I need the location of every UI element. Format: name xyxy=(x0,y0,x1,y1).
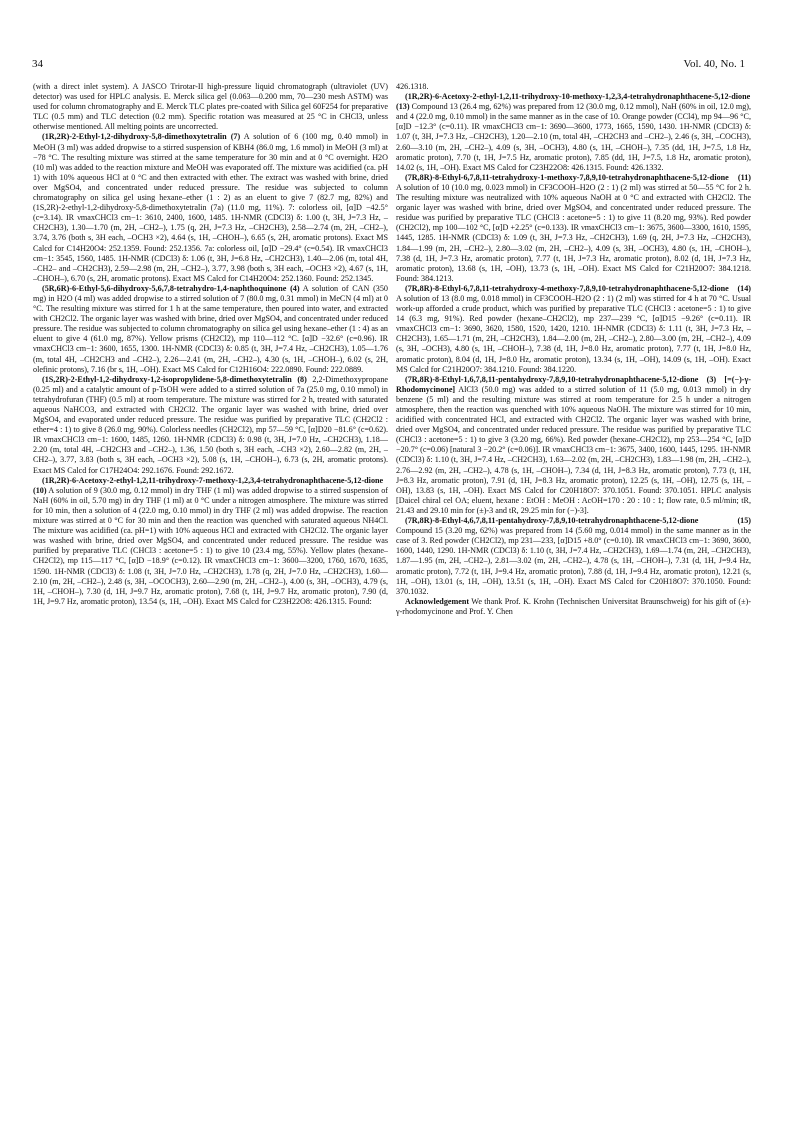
paragraph xyxy=(396,82,751,92)
compound-title: (1R,2R)-2-Ethyl-1,2-dihydroxy-5,8-dimethoxytetralin (7) xyxy=(42,132,241,142)
paragraph-text: A solution of 10 (10.0 mg, 0.023 mmol) in CF3COOH–H2O (2 : 1) (2 ml) was stirred at 50—55 °C for 2 h. The resulting mixture was neutralized with 10% aqueous NaOH at 0 °C and extracted with CH2Cl2. The organic layer was washed with brine, dried over MgSO4, and concentrated under reduced pressure. The residue was purified by preparative TLC (CHCl3 : acetone=5 : 1) to give 11 (8.20 mg, 93%). Red powder (CH2Cl2), mp 100—102 °C, [α]D +2.25° (c=0.133). IR νmaxCHCl3 cm−1: 3675, 3600—3300, 1610, 1595, 1445, 1285. 1H-NMR (CDCl3) δ: 1.09 (t, 3H, J=7.3 Hz, –CH2CH3), 1.69 (q, 2H, J=7.3 Hz, –CH2CH3), 1.84—1.99 (m, 2H, –CH2–), 2.80—3.02 (m, 2H, –CH2–), 4.09 (s, 3H, –OCH3), 4.80 (s, 1H, –CHOH–), 7.38 (d, 1H, J=7.3 Hz, aromatic proton), 7.77 (t, 1H, J=7.3 Hz, aromatic proton), 8.02 (d, 1H, J=7.3 Hz, aromatic proton), 13.68 (s, 1H, –OH), 13.73 (s, 1H, –OH). Exact MS Calcd for C21H20O7: 384.1218. Found: 384.1213. xyxy=(396,182,751,283)
compound-title: (1R,2R)-6-Acetoxy-2-ethyl-1,2,11-trihydroxy-10-methoxy-1,2,3,4-tetrahydronaphthacene-5,12-dione (13) xyxy=(396,92,751,112)
paragraph-text: A solution of 6 (100 mg, 0.40 mmol) in MeOH (3 ml) was added dropwise to a stirred suspension of KBH4 (86.0 mg, 1.6 mmol) in MeOH (3 ml) at −78 °C. The resulting mixture was stirred at the same temperature for 30 min and at 0 °C overnight. H2O (10 ml) was added to the reaction mixture and MeOH was evaporated off. The mixture was acidified (ca. pH 1) with 10% aqueous HCl at 0 °C and then extracted with ether. The extract was washed with brine, dried over MgSO4, and concentrated under reduced pressure. The residue was subjected to column chromatography on silica gel using hexane–ether (1 : 2) as an eluent to give 7 (82.7 mg, 82%) and (1S,2R)-2-ethyl-1,2-dihydroxy-5,8-dimethoxytetralin (7a) (11.0 mg, 11%). 7: colorless oil, [α]D −42.5° (c=3.14). IR νmaxCHCl3 cm−1: 3610, 2400, 1600, 1485. 1H-NMR (CDCl3) δ: 1.00 (t, 3H, J=7.3 Hz, –CH2CH3), 1.30—1.70 (m, 2H, –CH2–), 1.75 (q, 2H, J=7.3 Hz, –CH2CH3), 2.58—2.74 (m, 2H, –CH2–), 3.74, 3.76 (both s, 3H each, –OCH3 ×2), 4.64 (s, 1H, –CHOH–), 6.65 (s, 2H, aromatic protons). Exact MS Calcd for C14H20O4: 252.1359. Found: 252.1356. 7a: colorless oil, [α]D −29.4° (c=0.54). IR νmaxCHCl3 cm−1: 3545, 1560, 1485. 1H-NMR (CDCl3) δ: 1.06 (t, 3H, J=6.8 Hz, –CH2CH3), 1.40—2.06 (m, total 4H, –CH2– and –CH2CH3), 2.59—2.98 (m, 2H, –CH2–), 3.77, 3.98 (both s, 3H each, –OCH3 ×2), 4.67 (s, 1H, –CHOH–), 6.70 (s, 2H, aromatic protons). Exact MS Calcd for C14H20O4: 252.1360. Found: 252.1345. xyxy=(33,132,388,283)
paragraph-text: A solution of 9 (30.0 mg, 0.12 mmol) in dry THF (1 ml) was added dropwise to a stirred suspension of NaH (60% in oil, 5.70 mg) in dry THF (1 ml) at 0 °C under a nitrogen atmosphere. The mixture was stirred for 10 min, then a solution of 4 (22.0 mg, 0.10 mmol) in dry THF (2 ml) was added dropwise. The reaction mixture was stirred at 0 °C for 30 min and then the reaction was quenched with saturated aqueous NH4Cl. The mixture was acidified (ca. pH=1) with 10% aqueous HCl and extracted with CH2Cl2. The organic layer was washed with brine, dried over MgSO4, and concentrated under reduced pressure. The residue was purified by preparative TLC (CHCl3 : acetone=5 : 1) to give 10 (23.4 mg, 55%). Yellow plates (hexane–CH2Cl2), mp 115—117 °C, [α]D −18.9° (c=0.12). IR νmaxCHCl3 cm−1: 3600—3200, 1760, 1670, 1635, 1590. 1H-NMR (CDCl3) δ: 1.08 (t, 3H, J=7.0 Hz, –CH2CH3), 1.78 (q, 2H, J=7.0 Hz, –CH2CH3), 1.60—2.10 (m, 2H, –CH2–), 2.48 (s, 3H, –OCOCH3), 2.60—2.90 (m, 2H, –CH2–), 4.00 (s, 3H, –OCH3), 4.79 (s, 1H, –CHOH–), 7.30 (d, 1H, J=9.7 Hz, aromatic proton), 7.68 (t, 1H, J=9.7 Hz, aromatic proton), 7.90 (d, 1H, J=9.7 Hz, aromatic proton), 13.54 (s, 1H, –OH). Exact MS Calcd for C23H22O8: 426.1315. Found: xyxy=(33,485,388,606)
paragraph-text: We thank Prof. K. Krohn (Technischen Universitat Braunschweig) for his gift of (±)-γ-rhodomycinone and Prof. Y. Chen xyxy=(396,596,751,616)
compound-title: (7R,8R)-8-Ethyl-6,7,8,11-tetrahydroxy-4-methoxy-7,8,9,10-tetrahydronaphthacene-5,12-dione (14) xyxy=(405,283,751,293)
right-column xyxy=(396,82,751,1102)
paragraph-text: (with a direct inlet system). A JASCO Trirotar-II high-pressure liquid chromatograph (ultraviolet (UV) detector) was used for HPLC analysis. E. Merck silica gel (0.063—0.200 mm, 70—230 mesh ASTM) was used for column chromatography and E. Merck TLC plates pre-coated with Silica gel 60F254 for preparative TLC (0.5 mm) and TLC detection (0.2 mm). Specific rotation was measured at 25 °C in CHCl3, unless otherwise mentioned. All melting points are uncorrected. xyxy=(33,82,388,132)
paragraph xyxy=(33,132,388,283)
compound-title: (7R,8R)-8-Ethyl-4,6,7,8,11-pentahydroxy-7,8,9,10-tetrahydronaphthacene-5,12-dione (15) xyxy=(405,516,751,526)
acknowledgement-heading: Acknowledgement xyxy=(405,596,470,606)
paragraph xyxy=(396,284,751,375)
paragraph-text: Compound 13 (26.4 mg, 62%) was prepared from 12 (30.0 mg, 0.12 mmol), NaH (60% in oil, 12.0 mg), and 4 (22.0 mg, 0.10 mmol) in the same manner as in the case of 10. Orange powder (CCl4), mp 94—96 °C, [α]D −12.3° (c=0.11). IR νmaxCHCl3 cm−1: 3690—3600, 1773, 1665, 1590, 1430. 1H-NMR (CDCl3) δ: 1.07 (t, 3H, J=7.3 Hz, –CH2CH3), 1.20—2.10 (m, total 4H, –CH2CH3 and –CH2–), 2.46 (s, 3H, –COCH3), 2.60—3.10 (m, 2H, –CH2–), 4.09 (s, 3H, –OCH3), 4.80 (s, 1H, –CHOH–), 7.35 (dd, 1H, J=7.5, 1.8 Hz, aromatic proton), 7.70 (t, 1H, J=7.5 Hz, aromatic proton), 7.85 (dd, 1H, J=7.5, 1.8 Hz, aromatic proton), 14.02 (s, 1H, –OH). Exact MS Calcd for C23H22O8: 426.1315. Found: 426.1332. xyxy=(396,102,751,172)
compound-title: (1S,2R)-2-Ethyl-1,2-dihydroxy-1,2-isopropylidene-5,8-dimethoxytetralin (8) xyxy=(42,374,307,384)
paragraph xyxy=(33,476,388,607)
left-column xyxy=(33,82,388,1102)
compound-title: (7R,8R)-8-Ethyl-1,6,7,8,11-pentahydroxy-7,8,9,10-tetrahydronaphthacene-5,12-dione (3) [=(−)-γ-Rhodomycinone] xyxy=(396,374,751,394)
paragraph-text: Compound 15 (3.20 mg, 62%) was prepared from 14 (5.60 mg, 0.014 mmol) in the same manner as in the case of 3. Red powder (CH2Cl2), mp 231—233, [α]D15 +8.0° (c=0.10). IR νmaxCHCl3 cm−1: 3690, 3600, 1600, 1440, 1290. 1H-NMR (CDCl3) δ: 1.10 (t, 3H, J=7.4 Hz, –CH2CH3), 1.69—1.74 (m, 2H, –CH2CH3), 1.87—1.95 (m, 2H, –CH2–), 2.81—3.02 (m, 2H, –CH2–), 4.78 (s, 1H, –CHOH–), 7.31 (d, 1H, J=9.4 Hz, aromatic proton), 7.72 (t, 1H, J=9.4 Hz, aromatic proton), 7.88 (d, 1H, J=9.4 Hz, aromatic proton), 12.21 (s, 1H, –OH), 13.01 (s, 1H, –OH), 13.51 (s, 1H, –OH). Exact MS Calcd for C20H18O7: 370.1050. Found: 370.1032. xyxy=(396,526,751,596)
paragraph xyxy=(33,375,388,476)
paragraph-text: A solution of 13 (8.0 mg, 0.018 mmol) in CF3COOH–H2O (2 : 1) (2 ml) was stirred for 4 h at 70 °C. Usual work-up afforded a crude product, which was purified by preparative TLC (CHCl3 : acetone=5 : 1) to give 14 (6.3 mg, 91%). Red powder (hexane–CH2Cl2), mp 237—239 °C, [α]D15 −9.26° (c=0.11). IR νmaxCHCl3 cm−1: 3690, 3620, 1580, 1520, 1420, 1210. 1H-NMR (CDCl3) δ: 1.11 (t, 3H, J=7.3 Hz, –CH2CH3), 1.65—1.71 (m, 2H, –CH2CH3), 1.84—2.00 (m, 2H, –CH2–), 2.80—3.00 (m, 2H, –CH2–), 4.09 (s, 3H, –OCH3), 4.80 (s, 1H, –CHOH–), 7.38 (d, 1H, J=8.0 Hz, aromatic proton), 7.77 (t, 1H, J=8.0 Hz, aromatic proton), 8.04 (d, 1H, J=8.0 Hz, aromatic proton), 13.34 (s, 1H, –OH), 14.09 (s, 1H, –OH). Exact MS Calcd for C21H20O7: 384.1210. Found: 384.1220. xyxy=(396,293,751,374)
page-number: 34 xyxy=(32,58,43,70)
paragraph-text: AlCl3 (50.0 mg) was added to a stirred solution of 11 (5.0 mg, 0.013 mmol) in dry benzene (5 ml) and the resulting mixture was stirred at room temperature for 2.5 h under a nitrogen atmosphere, then the reaction was quenched with 10% aqueous NaOH. The mixture was stirred for 10 min, acidified with concentrated HCl, and extracted with CH2Cl2. The organic layer was washed with brine, dried over MgSO4, and concentrated under reduced pressure. The residue was purified by preparative TLC (CHCl3 : acetone=5 : 1) to give 3 (3.20 mg, 66%). Red powder (hexane–CH2Cl2), mp 253—254 °C, [α]D −20.7° (c=0.06) [natural 3 −20.2° (c=0.06)]. IR νmaxCHCl3 cm−1: 3675, 3400, 1600, 1445, 1295. 1H-NMR (CDCl3) δ: 1.10 (t, 3H, J=7.4 Hz, –CH2CH3), 1.63—2.02 (m, 2H, –CH2CH3), 1.83—1.98 (m, 2H, –CH2–), 2.76—2.92 (m, 2H, –CH2–), 4.78 (s, 1H, –CHOH–), 7.34 (d, 1H, J=8.3 Hz, aromatic proton), 7.73 (t, 1H, J=8.3 Hz, aromatic proton), 7.91 (d, 1H, J=8.3 Hz, aromatic proton), 12.25 (s, 1H, –OH), 12.75 (s, 1H, –OH), 13.83 (s, 1H, –OH). Exact MS Calcd for C20H18O7: 370.1051. Found: 370.1051. HPLC analysis [Daicel chiral cel OA; eluent, hexane : EtOH : MeOH : AcOH=170 : 20 : 10 : 1; flow rate, 0.5 ml/min; tR, 21.43 and 29.10 min for (±)-3 and tR, 29.25 min for (−)-3]. xyxy=(396,384,751,515)
compound-title: (5R,6R)-6-Ethyl-5,6-dihydroxy-5,6,7,8-tetrahydro-1,4-naphthoquinone (4) xyxy=(42,283,300,293)
paragraph xyxy=(33,82,388,132)
paragraph-text: A solution of CAN (350 mg) in H2O (4 ml) was added dropwise to a stirred solution of 7 (80.0 mg, 0.31 mmol) in MeCN (4 ml) at 0 °C. The resulting mixture was stirred for 1 h at the same temperature, then poured into water, and extracted with CH2Cl2. The organic layer was washed with brine, dried over MgSO4, and concentrated under reduced pressure. The residue was subjected to column chromatography on silica gel using hexane–ether (1 : 4) as an eluent to give 4 (61.0 mg, 87%). Yellow prisms (CH2Cl2), mp 110—112 °C. [α]D −32.6° (c=0.96). IR νmaxCHCl3 cm−1: 3600, 1655, 1300. 1H-NMR (CDCl3) δ: 0.85 (t, 3H, J=7.4 Hz, –CH2CH3), 1.05—1.76 (m, total 4H, –CH2CH3 and –CH2–), 2.26—2.41 (m, 2H, –CH2–), 4.30 (s, 1H, –CHOH–), 6.02 (s, 2H, olefinic protons), 7.16 (br s, 1H, –OH). Exact MS Calcd for C12H16O4: 222.0890. Found: 222.0889. xyxy=(33,283,388,374)
page-header xyxy=(32,58,745,72)
compound-title: (7R,8R)-8-Ethyl-6,7,8,11-tetrahydroxy-1-methoxy-7,8,9,10-tetrahydronaphthacene-5,12-dione (11) xyxy=(405,172,751,182)
paragraph-text: 426.1318. xyxy=(396,82,429,91)
paragraph xyxy=(396,516,751,597)
paragraph xyxy=(396,173,751,284)
acknowledgement-paragraph xyxy=(396,597,751,617)
compound-title: (1R,2R)-6-Acetoxy-2-ethyl-1,2,11-trihydroxy-7-methoxy-1,2,3,4-tetrahydronaphthacene-5,12-dione (10) xyxy=(33,475,384,495)
volume-label: Vol. 40, No. 1 xyxy=(683,58,745,70)
paragraph xyxy=(396,92,751,173)
paragraph xyxy=(33,284,388,375)
paragraph-text: 2,2-Dimethoxypropane (0.25 ml) and a catalytic amount of p-TsOH were added to a stirred solution of 7a (25.0 mg, 0.10 mmol) in tetrahydrofuran (THF) (0.5 ml) at room temperature. The mixture was stirred for 2 h, treated with saturated aqueous NaHCO3, and extracted with CH2Cl2. The organic layer was washed with brine, dried over MgSO4, and evaporated under reduced pressure. The residue was purified by preparative TLC (CH2Cl2 : ether=4 : 1) to give 8 (26.0 mg, 90%). Colorless needles (CH2Cl2), mp 57—59 °C, [α]D20 −81.6° (c=0.62). IR νmaxCHCl3 cm−1: 1600, 1485, 1260. 1H-NMR (CDCl3) δ: 0.98 (t, 3H, J=7.0 Hz, –CH2CH3), 1.18—2.20 (m, total 4H, –CH2CH3 and –CH2–), 1.36, 1.50 (both s, 3H each, –CH3 ×2), 2.60—2.82 (m, 2H, –CH2–), 3.77, 3.83 (both s, 3H each, –OCH3 ×2), 5.08 (s, 1H, –CHOH–), 6.73 (s, 2H, aromatic protons). Exact MS Calcd for C17H24O4: 292.1676. Found: 292.1672. xyxy=(33,374,388,475)
paragraph xyxy=(396,375,751,516)
